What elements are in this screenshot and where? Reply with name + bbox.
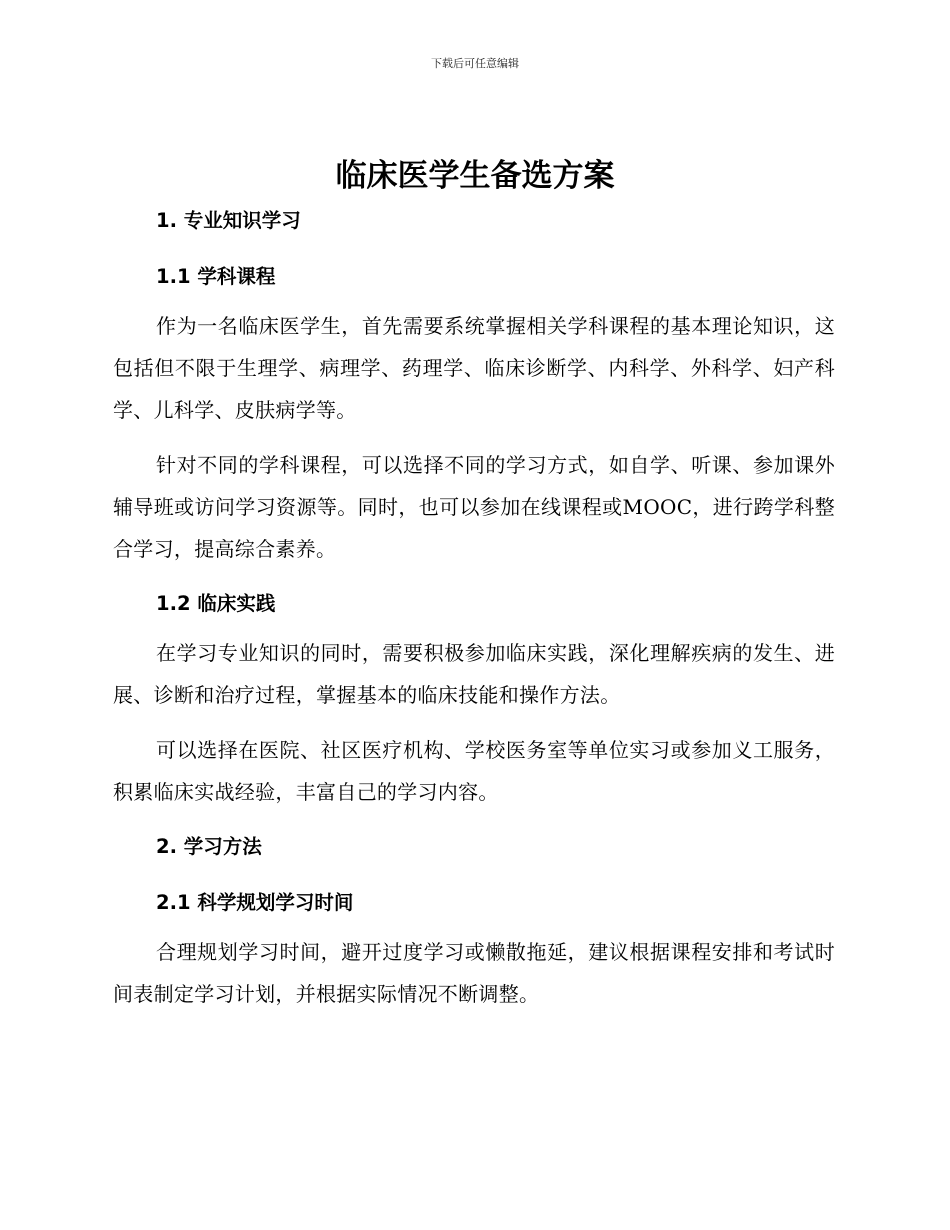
paragraph-1-2-a: 在学习专业知识的同时，需要积极参加临床实践，深化理解疾病的发生、进展、诊断和治疗过程，掌握基本的临床技能和操作方法。 xyxy=(113,641,835,707)
section-heading-1-2: 1.2 临床实践 xyxy=(156,592,276,615)
document-body xyxy=(113,200,835,1015)
paragraph-1-1-a: 作为一名临床医学生，首先需要系统掌握相关学科课程的基本理论知识，这包括但不限于生理学、病理学、药理学、临床诊断学、内科学、外科学、妇产科学、儿科学、皮肤病学等。 xyxy=(113,314,835,422)
paragraph-1-2-b: 可以选择在医院、社区医疗机构、学校医务室等单位实习或参加义工服务，积累临床实战经验，丰富自己的学习内容。 xyxy=(113,738,835,804)
paragraph-1-1-b: 针对不同的学科课程，可以选择不同的学习方式，如自学、听课、参加课外辅导班或访问学习资源等。同时，也可以参加在线课程或MOOC，进行跨学科整合学习，提高综合素养。 xyxy=(113,453,835,561)
section-heading-1-1: 1.1 学科课程 xyxy=(156,265,276,288)
section-heading-2-1: 2.1 科学规划学习时间 xyxy=(156,891,354,914)
section-heading-1: 1. 专业知识学习 xyxy=(156,209,301,232)
document-title: 临床医学生备选方案 xyxy=(335,158,615,194)
section-heading-2: 2. 学习方法 xyxy=(156,835,262,858)
paragraph-2-1-a: 合理规划学习时间，避开过度学习或懒散拖延，建议根据课程安排和考试时间表制定学习计划，并根据实际情况不断调整。 xyxy=(113,940,835,1006)
page-header-note: 下载后可任意编辑 xyxy=(431,57,519,70)
